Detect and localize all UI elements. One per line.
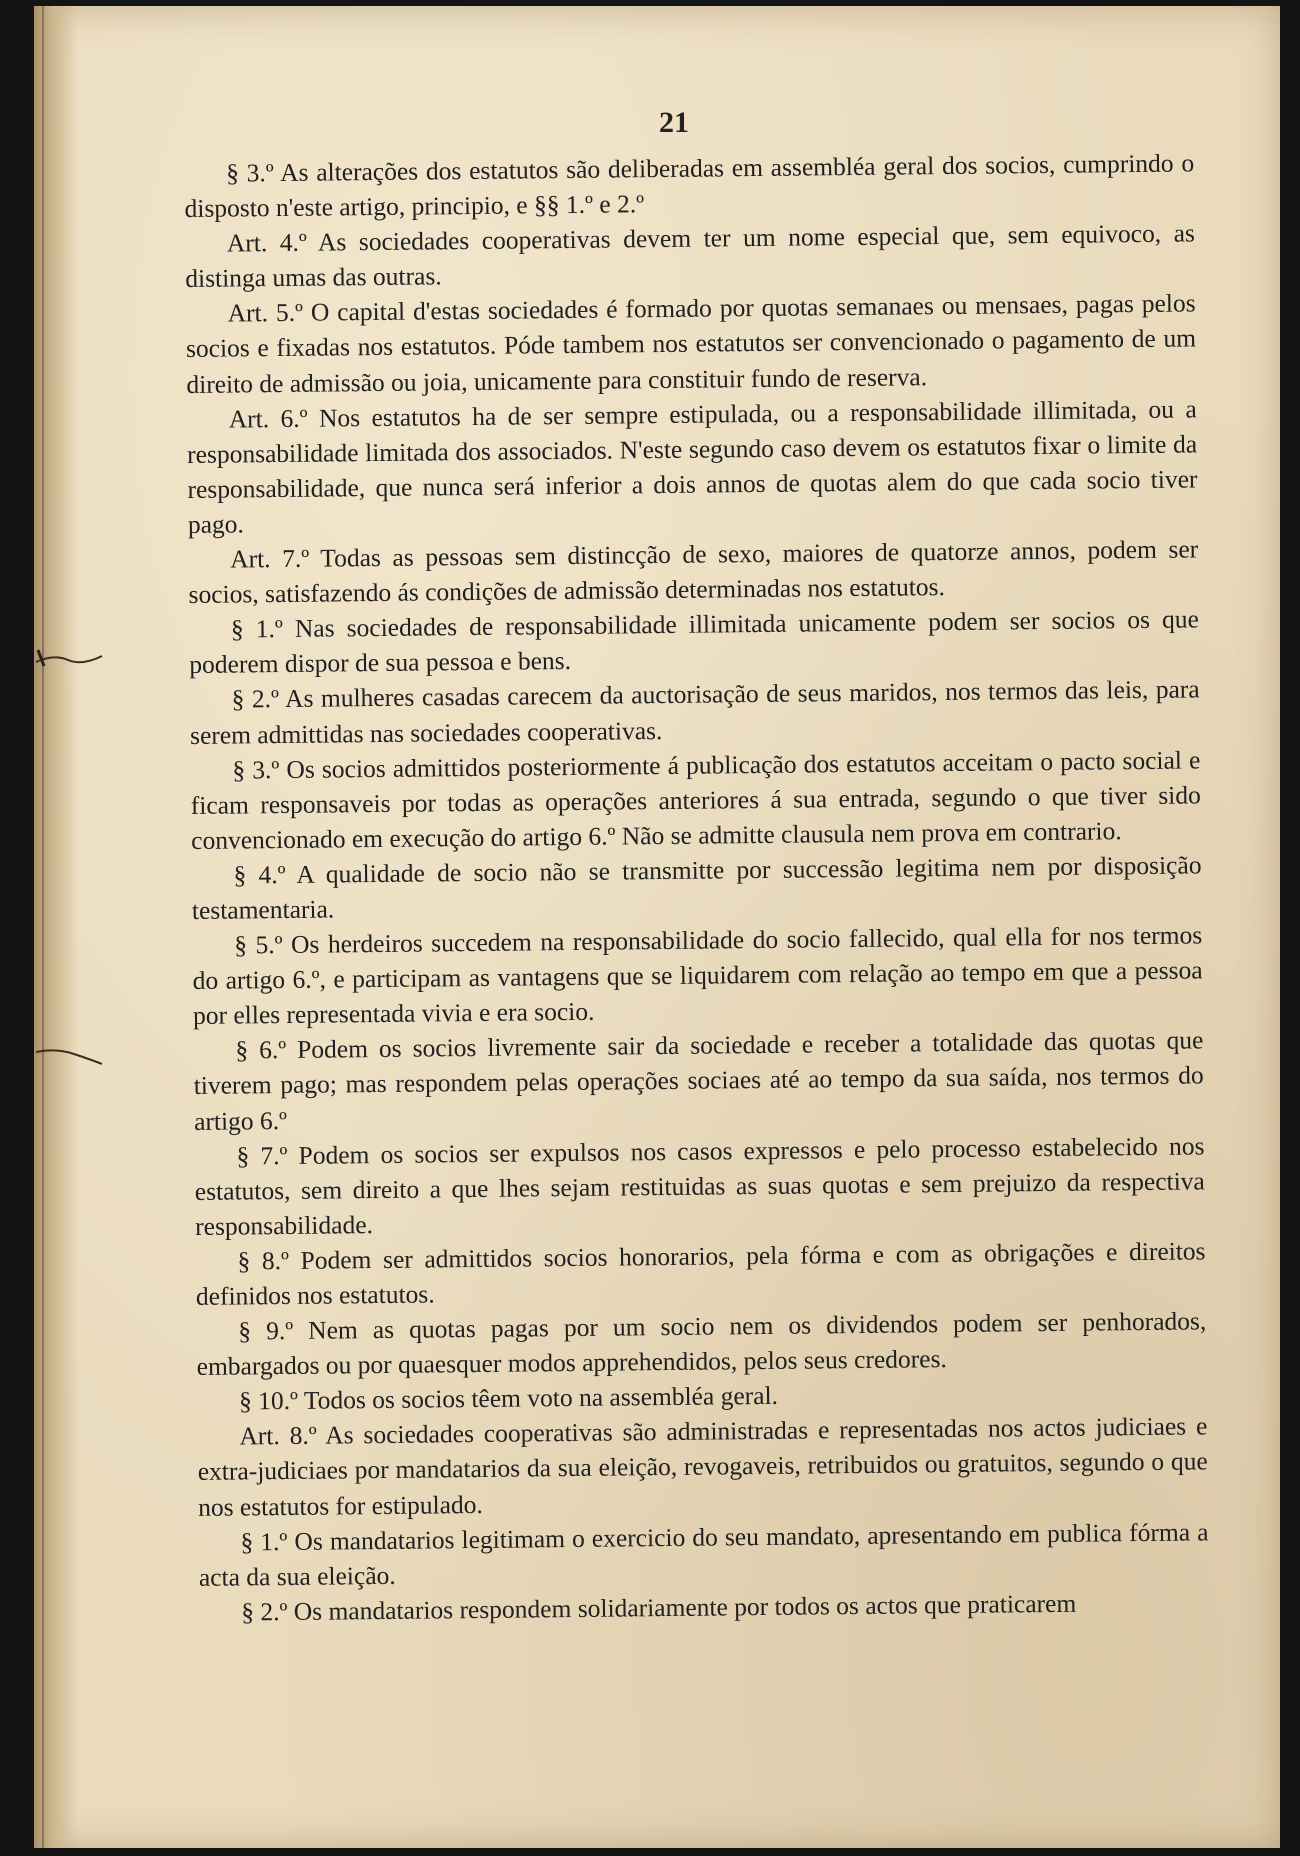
paragraph: § 4.º A qualidade de socio não se transmitte por successão legitima nem por disposição testamentaria. bbox=[191, 850, 1202, 925]
paragraph: § 6.º Podem os socios livremente sair da sociedade e receber a totalidade das quotas que tiverem pago; mas respondem pelas operações sociaes até ao tempo da sua saída, nos termos do artigo 6.º bbox=[193, 1025, 1204, 1136]
paragraph: § 5.º Os herdeiros succedem na responsabilidade do socio fallecido, qual ella for nos termos do artigo 6.º, e participam as vantagens que se liquidarem com relação ao tempo em que a pessoa por elles representada vivia e era socio. bbox=[192, 920, 1203, 1031]
paragraph: § 2.º Os mandatarios respondem solidariamente por todos os actos que praticarem bbox=[241, 1588, 1077, 1627]
paragraph: § 3.º As alterações dos estatutos são deliberadas em assembléa geral dos socios, cumprindo o disposto n'este artigo, principio, e §§ 1.º e 2.º bbox=[184, 148, 1195, 224]
binding-thread-mark bbox=[34, 1046, 104, 1070]
paragraph: § 1.º Os mandatarios legitimam o exercicio do seu mandato, apresentando em publica fórma a acta da sua eleição. bbox=[198, 1517, 1209, 1592]
paragraph: § 1.º Nas sociedades de responsabilidade illimitada unicamente podem ser socios os que poderem dispor de sua pessoa e bens. bbox=[189, 604, 1200, 680]
paragraph: Art. 8.º As sociedades cooperativas são administradas e representadas nos actos judiciaes e extra-judiciaes por mandatarios da sua eleição, revogaveis, retribuidos ou gratuitos, segundo o que nos estatutos for estipulado. bbox=[197, 1411, 1208, 1522]
binding-thread-mark bbox=[34, 646, 104, 670]
paragraph: § 3.º Os socios admittidos posteriormente á publicação dos estatutos acceitam o pacto social e ficam responsaveis por todas as operações anteriores á sua entrada, segundo o que tiver sido convencionado em execução do artigo 6.º Não se admitte clausula nem prova em contrario. bbox=[190, 744, 1201, 855]
page-number: 21 bbox=[659, 106, 689, 139]
paragraph: Art. 5.º O capital d'estas sociedades é formado por quotas semanaes ou mensaes, pagas pelos socios e fixadas nos estatutos. Póde tambem nos estatutos ser convencionado o pagamento de um direito de admissão ou joia, unicamente para constituir fundo de reserva. bbox=[185, 288, 1197, 399]
page-spine-shadow bbox=[34, 6, 78, 1848]
paragraph: § 7.º Podem os socios ser expulsos nos casos expressos e pelo processo estabelecido nos estatutos, sem direito a que lhes sejam restituidas as suas quotas e sem prejuizo da respectiva responsabilidade. bbox=[194, 1130, 1205, 1241]
legal-text-body bbox=[184, 145, 1209, 1629]
binding-edge bbox=[42, 6, 44, 1848]
paragraph: § 9.º Nem as quotas pagas por um socio nem os dividendos podem ser penhorados, embargados ou por quaesquer modos apprehendidos, pelos seus credores. bbox=[196, 1306, 1207, 1382]
paragraph: § 2.º As mulheres casadas carecem da auctorisação de seus maridos, nos termos das leis, para serem admittidas nas sociedades cooperativas. bbox=[189, 674, 1200, 750]
paragraph: Art. 6.º Nos estatutos ha de ser sempre estipulada, ou a responsabilidade illimitada, ou a responsabilidade limitada dos associados. N'este segundo caso devem os estatutos fixar o limite da responsabilidade, que nunca será inferior a dois annos de quotas alem do que cada socio tiver pago. bbox=[186, 394, 1198, 539]
paragraph: § 8.º Podem ser admittidos socios honorarios, pela fórma e com as obrigações e direitos definidos nos estatutos. bbox=[195, 1236, 1206, 1311]
paragraph: § 10.º Todos os socios têem voto na assembléa geral. bbox=[238, 1381, 779, 1416]
paragraph: Art. 4.º As sociedades cooperativas devem ter um nome especial que, sem equivoco, as distinga umas das outras. bbox=[185, 218, 1196, 294]
book-page bbox=[34, 6, 1280, 1848]
paragraph: Art. 7.º Todas as pessoas sem distincção de sexo, maiores de quatorze annos, podem ser socios, satisfazendo ás condições de admissão determinadas nos estatutos. bbox=[188, 534, 1199, 610]
